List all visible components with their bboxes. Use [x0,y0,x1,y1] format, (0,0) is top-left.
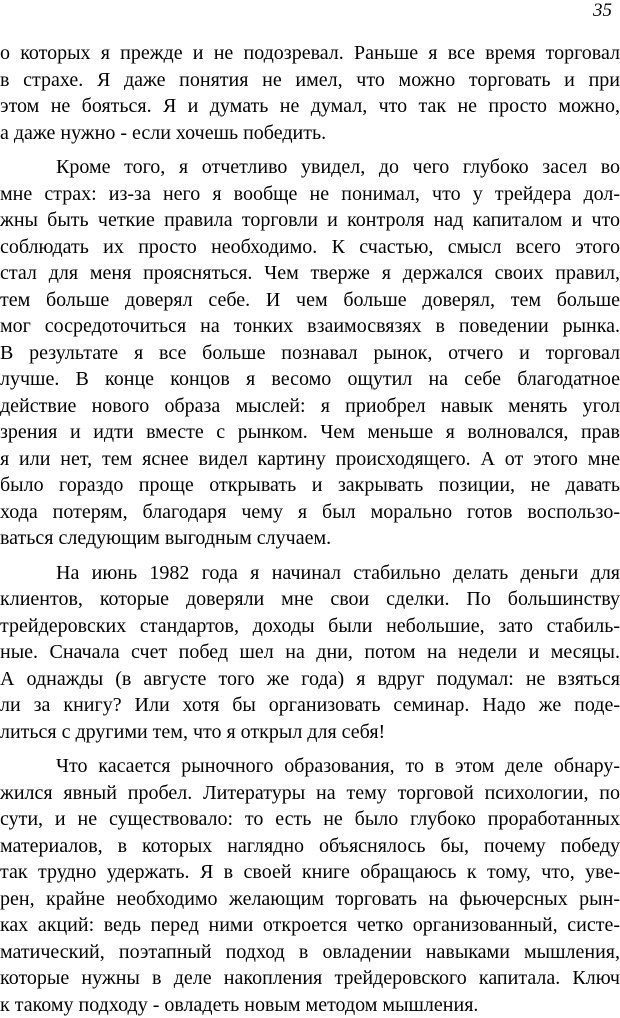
text-line: клиентов, которые доверяли мне свои сделки. По большинству [0,586,620,613]
text-line: Что касается рыночного образования, то в этом деле обнару- [0,753,620,780]
body-text [0,40,620,1018]
text-line: А однажды (в августе того же года) я вдруг подумал: не взяться [0,666,620,693]
text-line: было гораздо проще открывать и закрывать позиции, не давать [0,472,620,499]
text-line: а даже нужно - если хочешь победить. [0,120,620,147]
text-line: На июнь 1982 года я начинал стабильно делать деньги для [0,560,620,587]
text-line: действие нового образа мыслей: я приобрел навык менять угол [0,393,620,420]
text-line: трейдеровских стандартов, доходы были небольшие, зато стабиль- [0,613,620,640]
text-line: так трудно удержать. Я в своей книге обращаюсь к тому, что, уве- [0,859,620,886]
text-line: ваться следующим выгодным случаем. [0,525,620,552]
paragraph [0,753,620,1018]
text-line: стал для меня проясняться. Чем тверже я держался своих правил, [0,260,620,287]
paragraph [0,560,620,746]
text-line: жился явный пробел. Литературы на тему торговой психологии, по [0,780,620,807]
text-line: жны быть четкие правила торговли и контроля над капиталом и что [0,207,620,234]
text-line: о которых я прежде и не подозревал. Раньше я все время торговал [0,40,620,67]
text-line: я или нет, тем яснее видел картину происходящего. А от этого мне [0,446,620,473]
text-line: сути, и не существовало: то есть не было глубоко проработанных [0,806,620,833]
text-line: этом не бояться. Я и думать не думал, что так не просто можно, [0,93,620,120]
text-line: в страхе. Я даже понятия не имел, что можно торговать и при [0,67,620,94]
text-line: соблюдать их просто необходимо. К счастью, смысл всего этого [0,234,620,261]
page-number: 35 [593,0,612,22]
text-line: тем больше доверял себе. И чем больше доверял, тем больше [0,287,620,314]
text-line: которые нужны в деле накопления трейдеровского капитала. Ключ [0,965,620,992]
text-line: рен, крайне необходимо желающим торговать на фьючерсных рын- [0,886,620,913]
paragraph-gap [0,745,620,753]
text-line: зрения и идти вместе с рынком. Чем меньше я волновался, прав [0,419,620,446]
paragraph-gap [0,552,620,560]
paragraph-gap [0,146,620,154]
text-line: мог сосредоточиться на тонких взаимосвязях в поведении рынка. [0,313,620,340]
paragraph [0,40,620,146]
text-line: мне страх: из-за него я вообще не понимал, что у трейдера дол- [0,181,620,208]
text-line: лучше. В конце концов я весомо ощутил на себе благодатное [0,366,620,393]
text-line: матический, поэтапный подход в овладении навыками мышления, [0,939,620,966]
text-line: ли за книгу? Или хотя бы организовать семинар. Надо же поде- [0,692,620,719]
paragraph [0,154,620,552]
text-line: материалов, в которых наглядно объяснялось бы, почему победу [0,833,620,860]
text-line: ках акций: ведь перед ними откроется четко организованный, систе- [0,912,620,939]
text-line: литься с другими тем, что я открыл для себя! [0,719,620,746]
text-line: к такому подходу - овладеть новым методом мышления. [0,992,620,1018]
text-line: Кроме того, я отчетливо увидел, до чего глубоко засел во [0,154,620,181]
text-line: хода потерям, благодаря чему я был морально готов воспользо- [0,499,620,526]
text-line: ные. Сначала счет побед шел на дни, потом на недели и месяцы. [0,639,620,666]
text-line: В результате я все больше познавал рынок, отчего и торговал [0,340,620,367]
